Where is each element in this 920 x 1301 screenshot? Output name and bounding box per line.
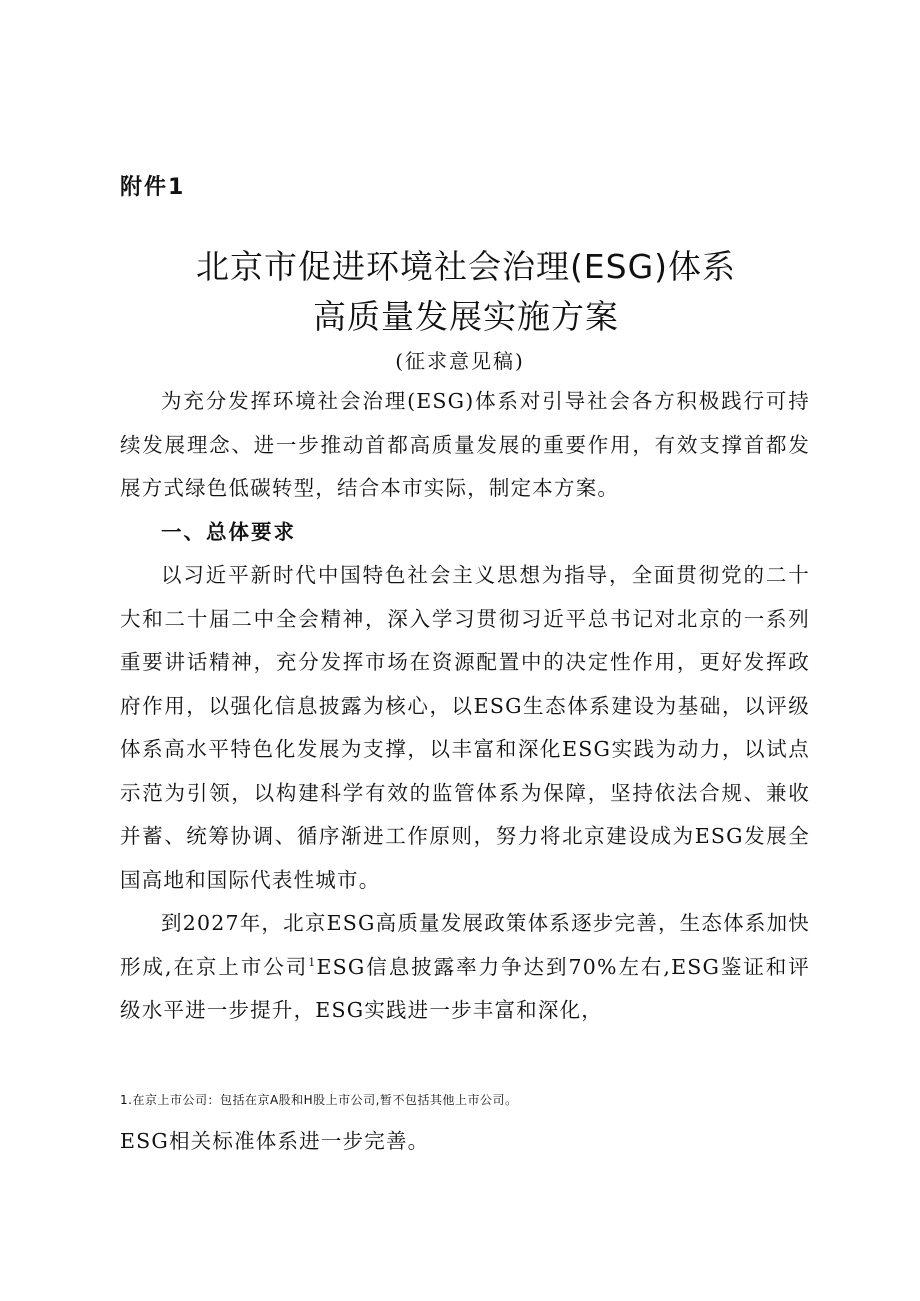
footnote-text: 1.在京上市公司：包括在京A股和H股上市公司,暂不包括其他上市公司。 [120, 1093, 518, 1107]
draft-subtitle: (征求意见稿) [395, 349, 525, 373]
guiding-principles-paragraph: 以习近平新时代中国特色社会主义思想为指导，全面贯彻党的二十大和二十届二中全会精神，深入学习贯彻习近平总书记对北京的一系列重要讲话精神，充分发挥市场在资源配置中的决定性作用，更好发挥政府作用，以强化信息披露为核心，以ESG生态体系建设为基础，以评级体系高水平特色化发展为支撑，以丰富和深化ESG实践为动力，以试点示范为引领，以构建科学有效的监管体系为保障，坚持依法合规、兼收并蓄、统筹协调、循序渐进工作原则，努力将北京建设成为ESG发展全国高地和国际代表性城市。 [120, 563, 810, 892]
attachment-label: 附件1 [120, 175, 186, 200]
continuation-text: ESG相关标准体系进一步完善。 [120, 1129, 430, 1153]
footnote-reference: 1 [308, 955, 317, 969]
target-2027-paragraph [120, 902, 810, 1033]
document-body [120, 380, 810, 1033]
title-line-1: 北京市促进环境社会治理(ESG)体系 [195, 247, 737, 286]
title-line-2: 高质量发展实施方案 [313, 297, 619, 336]
section-heading-general-requirements: 一、总体要求 [161, 519, 296, 544]
target-text-after-footnote: ESG信息披露率力争达到70%左右,ESG鉴证和评级水平进一步提升，ESG实践进一步丰富和深化， [120, 954, 810, 1022]
intro-paragraph: 为充分发挥环境社会治理(ESG)体系对引导社会各方积极践行可持续发展理念、进一步推动首都高质量发展的重要作用，有效支撑首都发展方式绿色低碳转型，结合本市实际，制定本方案。 [120, 389, 810, 500]
target-text-before-footnote: 到2027年，北京ESG高质量发展政策体系逐步完善，生态体系加快形成,在京上市公司 [120, 911, 810, 979]
